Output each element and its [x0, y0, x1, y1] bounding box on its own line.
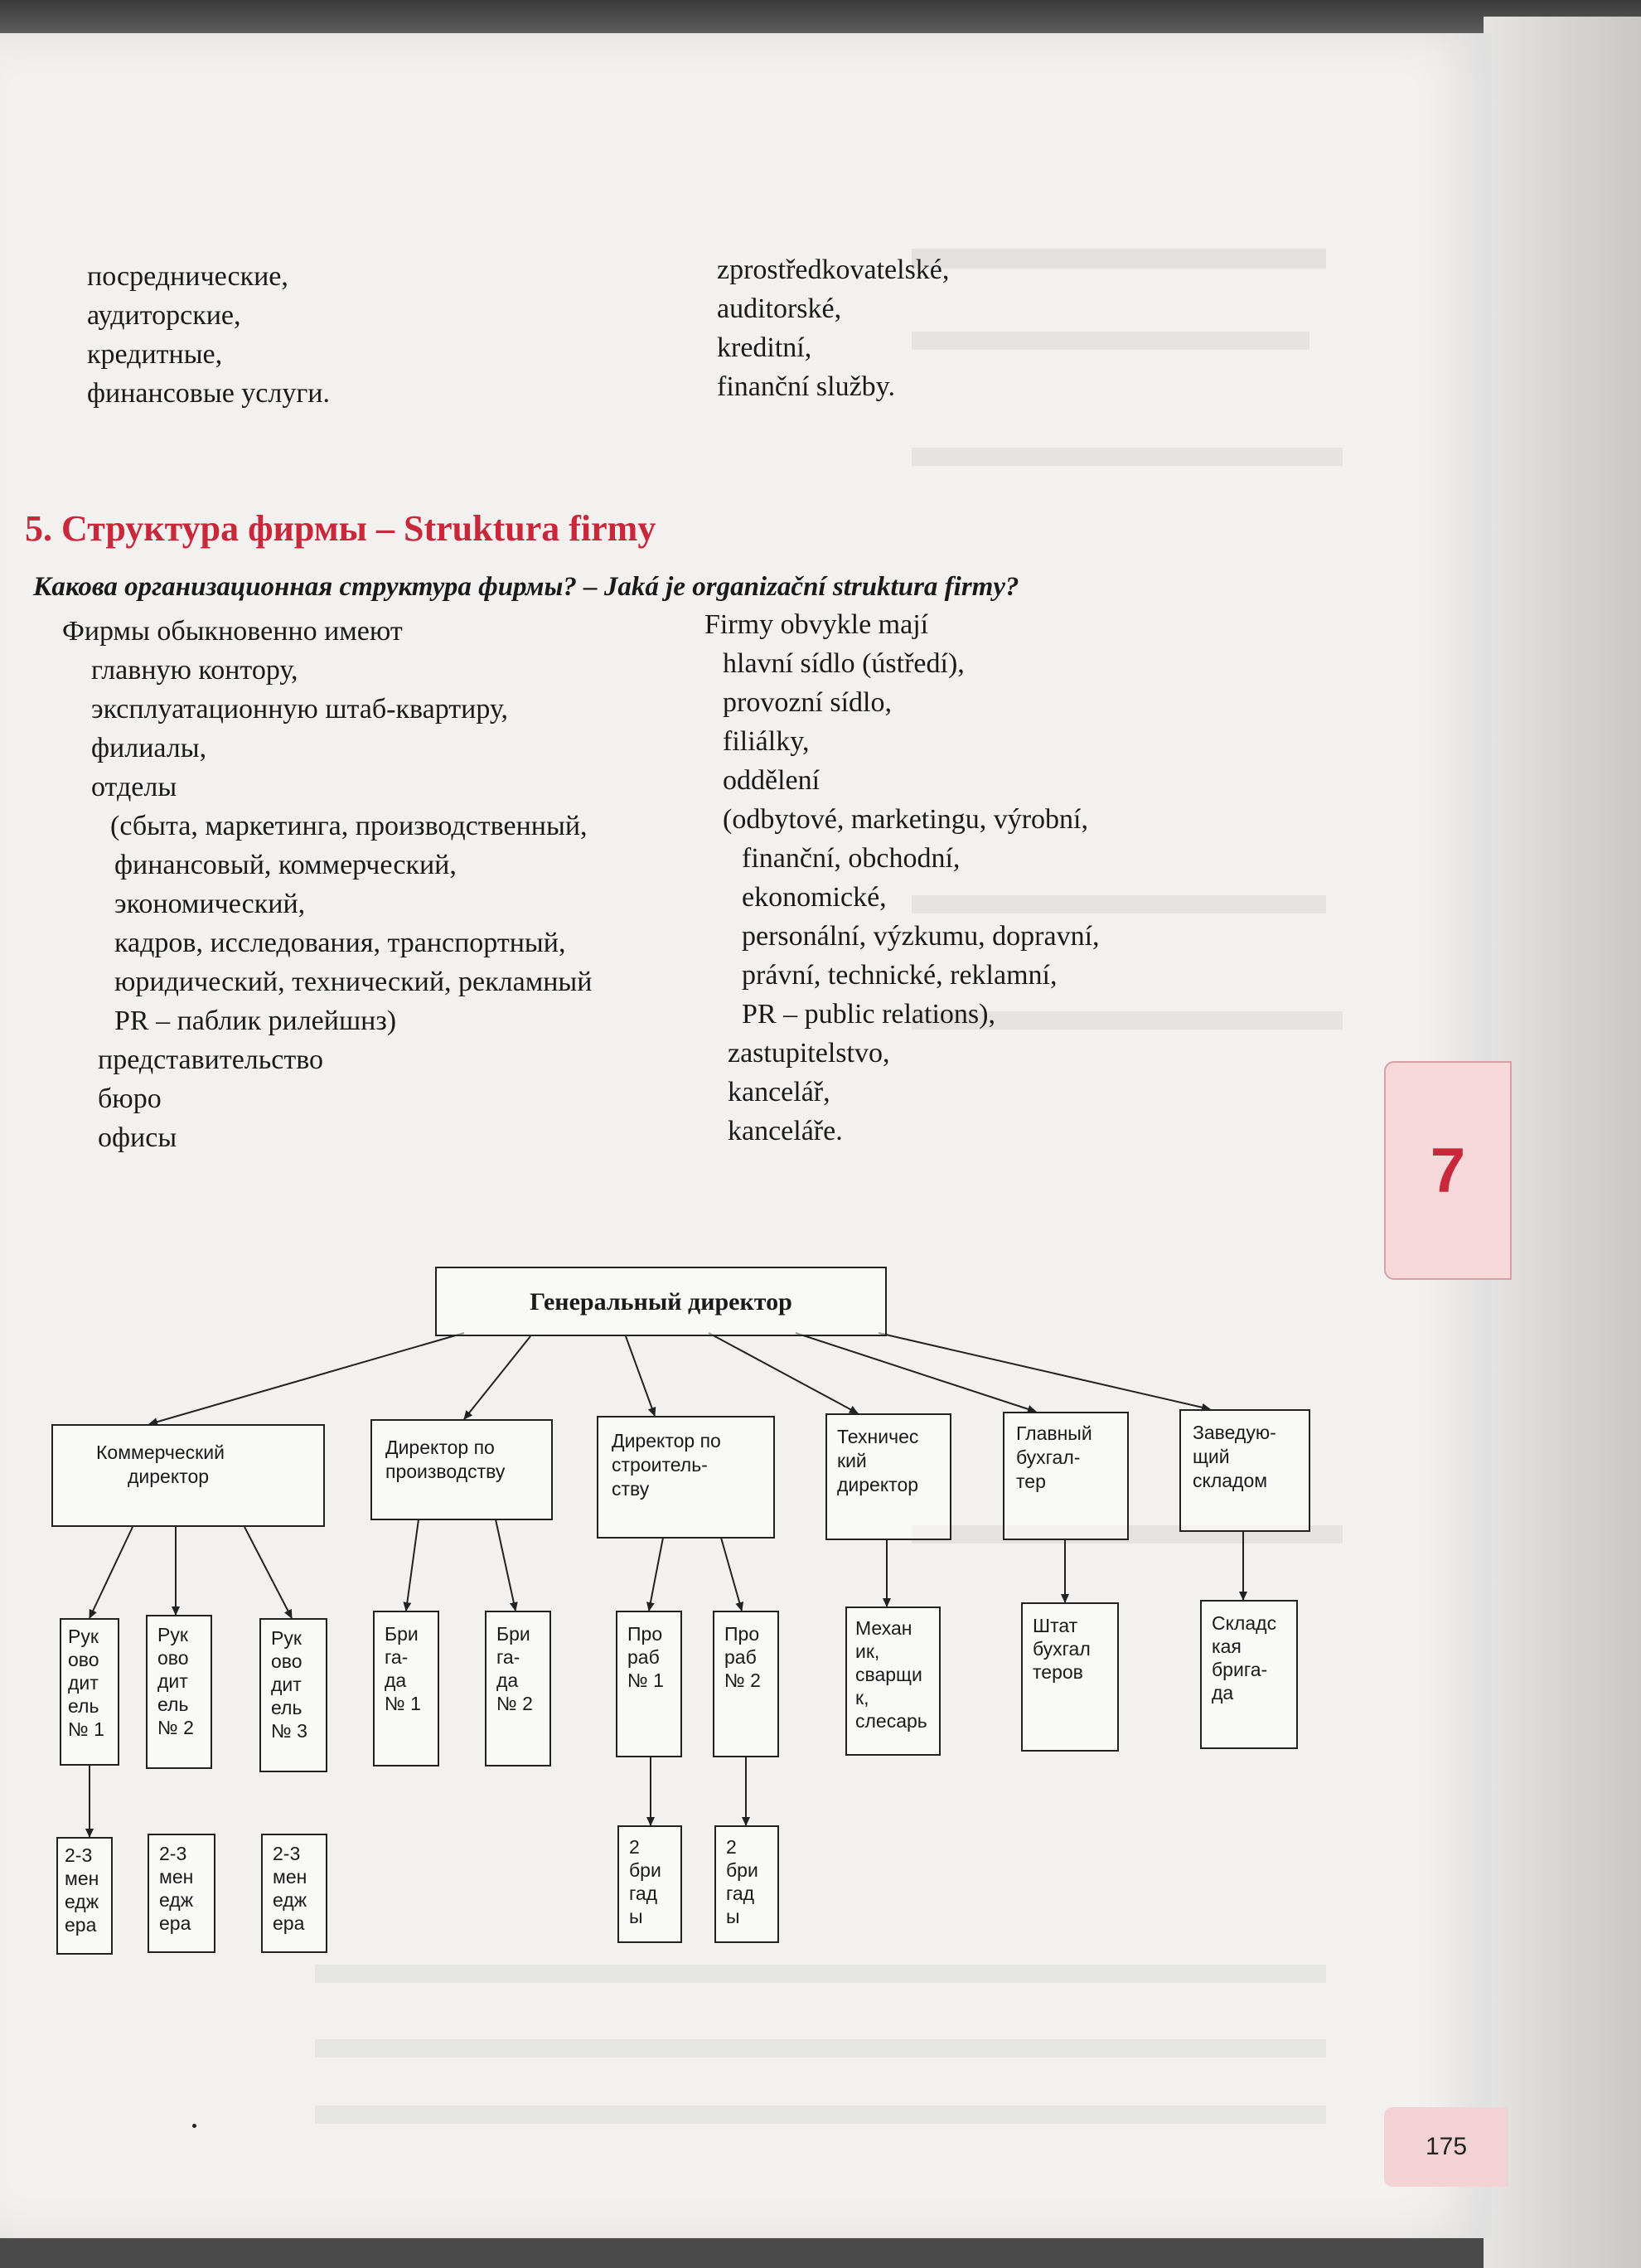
- org-director-box: [51, 1424, 325, 1527]
- org-team-line: гад: [726, 1883, 755, 1904]
- org-director-line: Техничес: [837, 1426, 919, 1447]
- structure-cz-line: zastupitelstvo,: [728, 1038, 890, 1069]
- page-number-label: 175: [1425, 2133, 1468, 2160]
- page-number: [1384, 2107, 1508, 2187]
- structure-cz-line: (odbytové, marketingu, výrobní,: [723, 804, 1088, 835]
- structure-ru-line: PR – паблик рилейшнз): [114, 1006, 397, 1036]
- org-team-line: ы: [726, 1906, 740, 1927]
- org-sub-line: дит: [271, 1674, 302, 1695]
- org-sub-line: Про: [627, 1623, 663, 1645]
- chapter-tab: [1384, 1061, 1512, 1280]
- org-director-box: [1003, 1412, 1129, 1540]
- org-sub-box: [616, 1611, 682, 1757]
- org-team-line: едж: [159, 1889, 194, 1911]
- connector-line: [464, 1336, 530, 1419]
- org-director-box: [597, 1416, 775, 1539]
- book-page: [0, 33, 1492, 2238]
- org-sub-line: раб: [627, 1646, 660, 1668]
- org-sub-line: га-: [385, 1646, 409, 1668]
- services-ru-line: финансовые услуги.: [87, 378, 330, 409]
- section-question: Какова организационная структура фирмы? – Jaká je organizační struktura firmy?: [33, 572, 1019, 602]
- structure-cz-line: finanční, obchodní,: [742, 843, 961, 874]
- org-sub-line: сварщи: [855, 1664, 922, 1685]
- org-team-line: ера: [65, 1914, 97, 1936]
- org-sub-line: дит: [157, 1670, 188, 1692]
- structure-cz-line: filiálky,: [723, 726, 810, 757]
- structure-ru-line: эксплуатационную штаб-квартиру,: [91, 694, 508, 724]
- org-team-box: [56, 1837, 113, 1955]
- section-title: 5. Структура фирмы – Struktura firmy: [25, 508, 656, 549]
- org-team-line: гад: [629, 1883, 658, 1904]
- services-cz-line: kreditní,: [717, 332, 812, 363]
- org-sub-line: № 2: [496, 1693, 533, 1714]
- org-sub-line: ово: [68, 1649, 99, 1670]
- org-director-box: [825, 1413, 951, 1540]
- org-director-box: [370, 1419, 553, 1520]
- org-team-line: 2-3: [273, 1843, 301, 1864]
- org-sub-line: Рук: [157, 1624, 188, 1645]
- org-director-line: ству: [612, 1478, 650, 1500]
- org-team-box: [617, 1825, 682, 1943]
- connector-line: [879, 1333, 1210, 1409]
- structure-cz-line: Firmy obvykle mají: [704, 609, 929, 640]
- org-director-line: кий: [837, 1450, 867, 1471]
- org-sub-line: да: [1212, 1682, 1234, 1703]
- structure-cz-line: PR – public relations),: [742, 999, 995, 1030]
- org-sub-line: ово: [271, 1650, 303, 1672]
- org-team-line: ера: [273, 1912, 305, 1934]
- org-sub-line: теров: [1033, 1661, 1083, 1683]
- structure-ru-line: экономический,: [114, 889, 306, 919]
- connector-line: [406, 1519, 419, 1611]
- org-sub-line: да: [385, 1670, 407, 1691]
- org-root-box: [435, 1267, 887, 1336]
- org-team-line: мен: [65, 1868, 99, 1889]
- structure-ru-line: юридический, технический, рекламный: [114, 967, 593, 997]
- org-sub-line: Про: [724, 1623, 760, 1645]
- structure-ru-line: офисы: [98, 1122, 177, 1153]
- org-sub-line: Бри: [496, 1623, 530, 1645]
- structure-cz-line: kanceláře.: [728, 1116, 843, 1146]
- structure-ru-line: (сбыта, маркетинга, производственный,: [110, 811, 588, 841]
- org-sub-line: ель: [271, 1697, 303, 1718]
- org-sub-line: Рук: [271, 1627, 302, 1649]
- org-sub-line: № 1: [385, 1693, 421, 1714]
- org-team-line: мен: [273, 1866, 307, 1888]
- org-director-line: бухгал-: [1016, 1447, 1081, 1468]
- org-team-line: ы: [629, 1906, 643, 1927]
- services-ru-line: аудиторские,: [87, 300, 241, 331]
- org-director-line: щий: [1193, 1446, 1230, 1467]
- org-director-line: Коммерческий: [96, 1442, 225, 1463]
- org-team-line: 2: [726, 1836, 737, 1858]
- connector-line: [244, 1527, 292, 1618]
- org-team-line: 2-3: [65, 1844, 93, 1866]
- connector-line: [496, 1519, 516, 1611]
- org-director-line: Директор по: [612, 1430, 721, 1451]
- connector-line: [626, 1336, 655, 1416]
- org-team-line: мен: [159, 1866, 194, 1888]
- org-sub-line: к,: [855, 1687, 869, 1708]
- org-sub-box: [485, 1611, 551, 1766]
- org-director-line: Главный: [1016, 1422, 1092, 1444]
- org-sub-box: [713, 1611, 779, 1757]
- org-team-line: бри: [726, 1859, 758, 1881]
- org-sub-line: № 2: [724, 1670, 761, 1691]
- structure-ru-line: главную контору,: [91, 655, 298, 686]
- org-sub-box: [60, 1618, 119, 1766]
- org-team-box: [148, 1834, 215, 1953]
- org-sub-line: № 3: [271, 1720, 307, 1742]
- services-ru-line: посреднические,: [87, 261, 288, 292]
- structure-ru-line: Фирмы обыкновенно имеют: [62, 616, 403, 647]
- org-director-line: тер: [1016, 1471, 1046, 1492]
- org-sub-line: да: [496, 1670, 519, 1691]
- org-sub-box: [259, 1618, 327, 1772]
- org-director-line: строитель-: [612, 1454, 708, 1476]
- structure-cz-line: oddělení: [723, 765, 820, 796]
- structure-cz-line: kancelář,: [728, 1077, 830, 1107]
- structure-cz-line: hlavní sídlo (ústředí),: [723, 648, 965, 679]
- structure-cz-line: provozní sídlo,: [723, 687, 892, 718]
- structure-cz-line: personální, výzkumu, dopravní,: [742, 921, 1100, 952]
- services-cz-line: finanční služby.: [717, 371, 895, 402]
- org-director-line: директор: [128, 1466, 210, 1487]
- org-sub-line: га-: [496, 1646, 520, 1668]
- org-sub-box: [845, 1606, 941, 1756]
- org-sub-line: Рук: [68, 1626, 99, 1647]
- org-team-box: [714, 1825, 779, 1943]
- connector-line: [721, 1538, 742, 1611]
- org-team-line: бри: [629, 1859, 661, 1881]
- org-sub-line: брига-: [1212, 1659, 1268, 1680]
- org-director-line: Директор по: [385, 1437, 495, 1458]
- connector-line: [90, 1527, 133, 1618]
- org-sub-line: Бри: [385, 1623, 419, 1645]
- org-sub-box: [373, 1611, 439, 1766]
- org-team-line: 2: [629, 1836, 640, 1858]
- org-sub-line: раб: [724, 1646, 757, 1668]
- org-root-label: Генеральный директор: [530, 1287, 792, 1316]
- org-sub-box: [1021, 1602, 1119, 1752]
- org-director-line: Заведую-: [1193, 1422, 1276, 1443]
- org-sub-line: дит: [68, 1672, 99, 1694]
- org-director-box: [1179, 1409, 1310, 1532]
- org-sub-line: Складс: [1212, 1612, 1277, 1634]
- org-team-line: едж: [65, 1891, 99, 1912]
- services-cz-line: auditorské,: [717, 293, 842, 324]
- org-sub-line: кая: [1212, 1636, 1242, 1657]
- org-team-line: ера: [159, 1912, 191, 1934]
- org-team-line: 2-3: [159, 1843, 187, 1864]
- org-team-line: едж: [273, 1889, 307, 1911]
- org-sub-line: № 2: [157, 1717, 194, 1738]
- org-sub-line: ово: [157, 1647, 189, 1669]
- org-director-line: директор: [837, 1474, 919, 1495]
- connector-line: [149, 1333, 464, 1424]
- org-sub-line: Механ: [855, 1617, 912, 1639]
- structure-ru-line: кадров, исследования, транспортный,: [114, 928, 566, 958]
- org-director-line: производству: [385, 1461, 506, 1482]
- org-sub-box: [1200, 1600, 1298, 1749]
- org-sub-box: [146, 1615, 212, 1769]
- services-cz-line: zprostředkovatelské,: [717, 254, 950, 285]
- structure-cz-line: právní, technické, reklamní,: [742, 960, 1058, 991]
- org-sub-line: № 1: [68, 1718, 104, 1740]
- structure-ru-line: филиалы,: [91, 733, 207, 763]
- speck: [192, 2124, 196, 2128]
- chapter-number: 7: [1430, 1135, 1466, 1206]
- structure-cz-line: ekonomické,: [742, 882, 887, 913]
- org-sub-line: ель: [157, 1694, 189, 1715]
- connector-line: [709, 1333, 858, 1413]
- org-sub-line: слесарь: [855, 1710, 927, 1732]
- services-ru-line: кредитные,: [87, 339, 223, 370]
- org-sub-line: Штат: [1033, 1615, 1078, 1636]
- structure-ru-line: представительство: [98, 1044, 324, 1075]
- org-sub-line: ель: [68, 1695, 99, 1717]
- org-sub-line: ик,: [855, 1640, 880, 1662]
- connector-line: [649, 1538, 663, 1611]
- org-sub-line: № 1: [627, 1670, 664, 1691]
- org-team-box: [261, 1834, 327, 1953]
- org-sub-line: бухгал: [1033, 1638, 1091, 1660]
- structure-ru-line: бюро: [98, 1083, 162, 1114]
- org-director-line: складом: [1193, 1470, 1268, 1491]
- structure-ru-line: отделы: [91, 772, 177, 802]
- structure-ru-line: финансовый, коммерческий,: [114, 850, 457, 880]
